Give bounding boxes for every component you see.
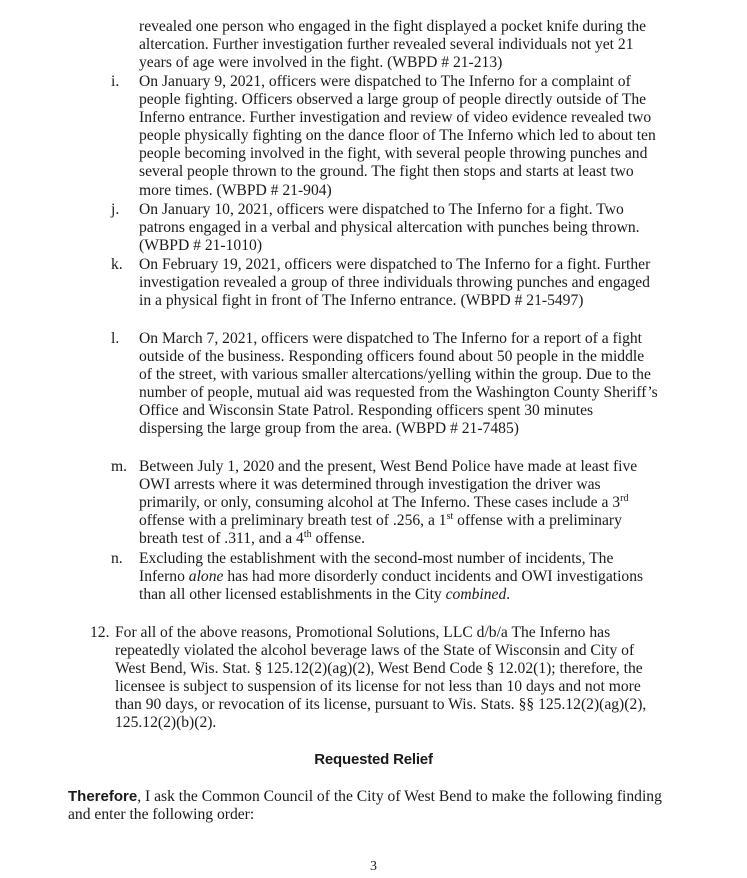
- list-item-text: On March 7, 2021, officers were dispatched to The Inferno for a report of a fight outside of the business. Responding officers found about 50 people in the middle of the street, with various smaller altercations/yelling within the group. Due to the number of people, mutual aid was requested from the Washington County Sheriff’s Office and Wisconsin State Patrol. Responding officers spent 30 minutes dispersing the large group from the area. (WBPD # 21-7485): [139, 330, 658, 438]
- page-number: 3: [370, 859, 377, 874]
- closing-lead: Therefore: [68, 788, 138, 805]
- list-item-label: k.: [111, 256, 123, 273]
- list-item-text: Excluding the establishment with the second-most number of incidents, The Inferno alone has had more disorderly conduct incidents and OWI investigations than all other licensed establishments in the City combined.: [139, 550, 644, 604]
- list-item-text: Between July 1, 2020 and the present, West Bend Police have made at least five OWI arrests where it was determined through investigation the driver was primarily, or only, consuming alcohol at The Inferno. These cases include a 3rd offense with a preliminary breath test of .256, a 1st offense with a preliminary breath test of .311, and a 4th offense.: [139, 458, 638, 548]
- paragraph-text: For all of the above reasons, Promotional Solutions, LLC d/b/a The Inferno has repeatedly violated the alcohol beverage laws of the State of Wisconsin and City of West Bend, Wis. Stat. § 125.12(2)(ag)(2), West Bend Code § 12.02(1); therefore, the licensee is subject to suspension of its license for not less than 10 days and not more than 90 days, or revocation of its license, pursuant to Wis. Stats. §§ 125.12(2)(ag)(2), 125.12(2)(b)(2).: [115, 624, 647, 732]
- list-item-label: n.: [111, 550, 123, 567]
- list-item-text: On February 19, 2021, officers were dispatched to The Inferno for a fight. Further investigation revealed a group of three individuals throwing punches and engaged in a physical fight in front of The Inferno entrance. (WBPD # 21-5497): [139, 256, 651, 310]
- list-item-label: m.: [111, 458, 128, 475]
- list-item-text: On January 10, 2021, officers were dispatched to The Inferno for a fight. Two patrons engaged in a verbal and physical altercation with punches being thrown. (WBPD # 21-1010): [139, 201, 640, 255]
- continuation-text: revealed one person who engaged in the fight displayed a pocket knife during the altercation. Further investigation further revealed several individuals not yet 21 years of age were involved in the fight. (WBPD # 21-213): [139, 18, 647, 72]
- closing-paragraph: [68, 788, 668, 824]
- list-item-label: j.: [111, 201, 120, 218]
- list-item-text: On January 9, 2021, officers were dispatched to The Inferno for a complaint of people fighting. Officers observed a large group of people directly outside of The Inferno entrance. Further investigation and review of video evidence revealed two people physically fighting on the dance floor of The Inferno which led to about ten people becoming involved in the fight, with several people throwing punches and several people thrown to the ground. The fight then stops and starts at least two more times. (WBPD # 21-904): [139, 73, 656, 199]
- closing-text: , I ask the Common Council of the City of West Bend to make the following finding and enter the following order:: [68, 788, 662, 824]
- paragraph-number: 12.: [90, 624, 110, 641]
- section-heading: Requested Relief: [314, 751, 433, 768]
- list-item-label: i.: [111, 73, 120, 90]
- list-item-label: l.: [111, 330, 120, 347]
